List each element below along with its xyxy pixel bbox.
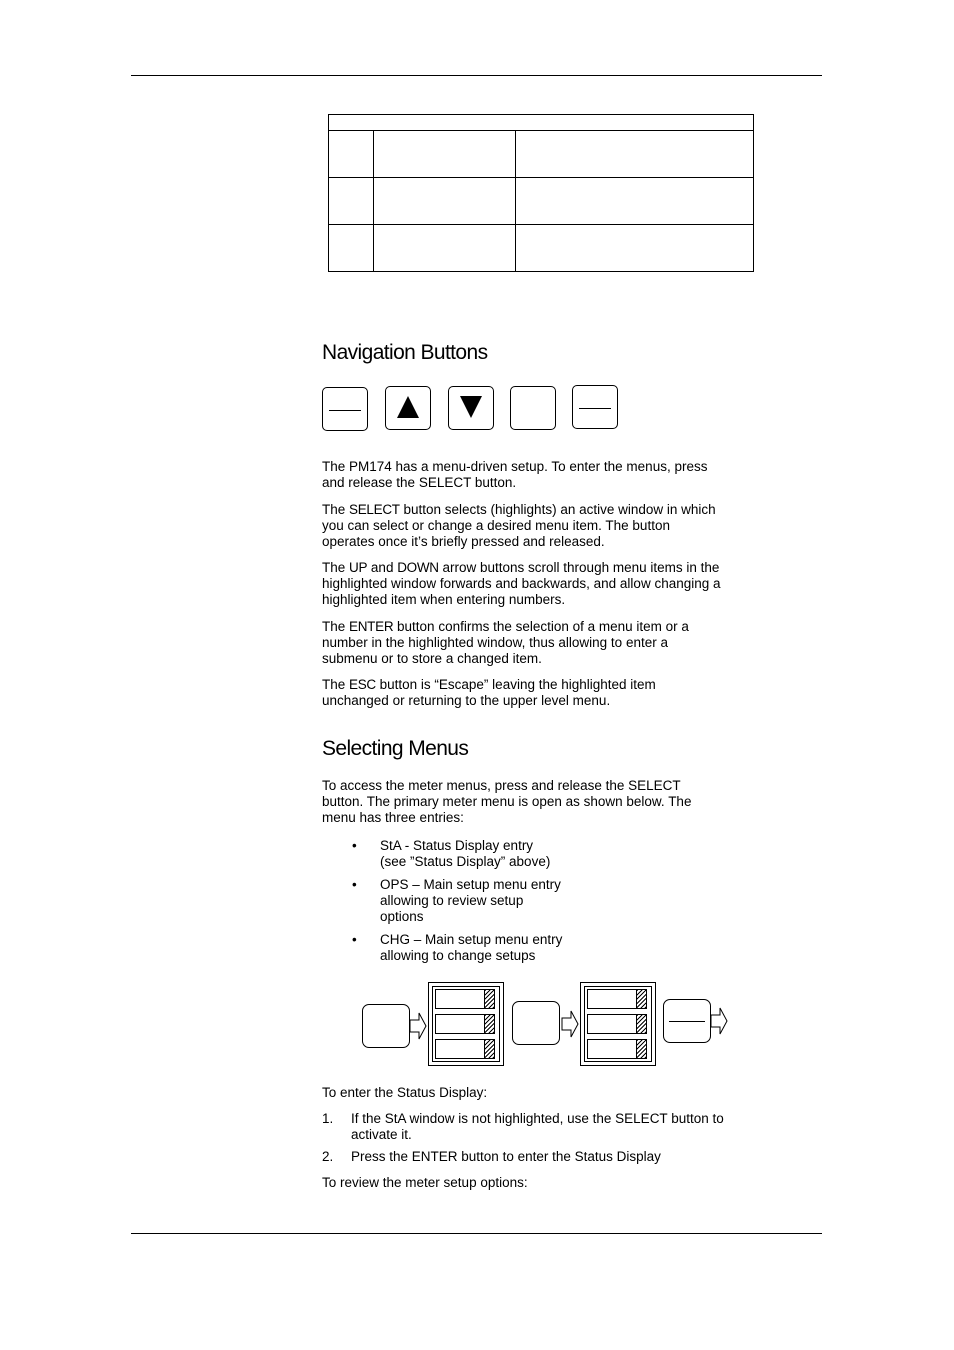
diagram-select-button [362,1004,410,1048]
menu-panel-right [580,982,656,1066]
footer-rule [131,1233,822,1234]
arrow-right-icon [710,1007,728,1035]
esc-paragraph: The ESC button is “Escape” leaving the highlighted item unchanged or returning to the upper level menu. [322,677,656,709]
arrow-right-icon [561,1010,579,1038]
enter-status-display-paragraph: To enter the Status Display: [322,1085,488,1100]
enter-button[interactable] [510,386,556,430]
select-paragraph: The SELECT button selects (highlights) an active window in which you can select or change a desired menu item. The button operates once it’s briefly pressed and released. [322,502,716,550]
review-setup-paragraph: To review the meter setup options: [322,1175,528,1190]
down-button[interactable] [448,386,494,430]
navigation-buttons-heading: Navigation Buttons [322,341,488,364]
esc-button[interactable] [572,385,618,429]
empty-table [328,114,754,272]
arrow-right-icon [409,1012,427,1040]
triangle-down-icon [460,396,482,418]
header-rule [131,75,822,76]
diagram-enter-button [663,999,711,1043]
selecting-menus-heading: Selecting Menus [322,737,469,760]
select-button[interactable] [322,387,368,431]
intro-paragraph: The PM174 has a menu-driven setup. To enter the menus, press and release the SELECT button. [322,459,708,491]
triangle-up-icon [397,396,419,418]
up-button[interactable] [385,386,431,430]
access-menus-paragraph: To access the meter menus, press and release the SELECT button. The primary meter menu is open as shown below. The menu has three entries: [322,778,692,826]
enter-paragraph: The ENTER button confirms the selection of a menu item or a number in the highlighted window, thus allowing to enter a submenu or to store a changed item. [322,619,689,667]
diagram-up-down-button [512,1001,560,1045]
menu-panel-left [428,982,504,1066]
up-down-paragraph: The UP and DOWN arrow buttons scroll through menu items in the highlighted window forwards and backwards, and allow changing a highlighted item when entering numbers. [322,560,721,608]
